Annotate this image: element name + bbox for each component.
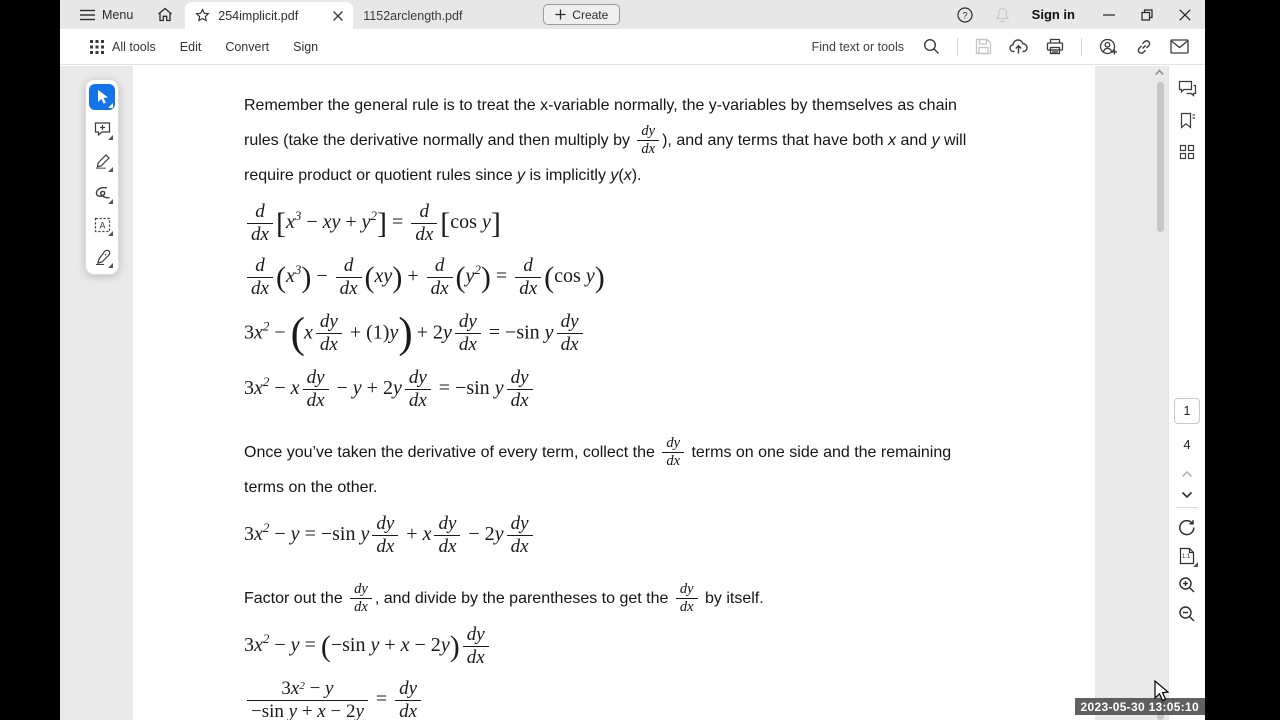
search-icon[interactable] — [923, 38, 940, 55]
zoom-in-icon[interactable] — [1178, 576, 1196, 594]
equation-line: $3x^2 - (x$ $\frac{dy}{dx}$ + (1)y) + 2y $\frac{dy}{dx}$ = −sin y $\frac{dy}{dx}$ — [244, 310, 971, 357]
fraction: $\frac{d}{dx}$ — [247, 256, 273, 299]
tab-label: 254implicit.pdf — [218, 8, 299, 23]
save-icon — [975, 38, 992, 55]
mouse-cursor — [1150, 679, 1170, 703]
all-tools-label: All tools — [112, 39, 156, 54]
submenu-arrow — [108, 135, 113, 140]
print-icon[interactable] — [1046, 38, 1064, 55]
toolbar — [60, 29, 1205, 65]
minimize-button[interactable] — [1103, 9, 1115, 21]
document-area — [60, 66, 1205, 720]
fraction: $\frac{dy}{dx}$ — [637, 124, 659, 157]
fraction: $\frac{dy}{dx}$ — [434, 514, 460, 557]
svg-text:?: ? — [962, 9, 968, 21]
quick-tools-panel — [85, 79, 119, 275]
fraction: $\frac{dy}{dx}$ — [350, 582, 372, 615]
fraction: $\frac{dy}{dx}$ — [303, 368, 329, 411]
page-number-input[interactable]: 1 — [1174, 398, 1200, 424]
plus-icon — [555, 9, 566, 20]
paragraph: Remember the general rule is to treat the x-variable normally, the y-variables by themselves as chain rules (take the derivative normally and then multiply by $\frac{dy}{dx}$ ), and any terms that have both x and y will require product or quotient rules since y is implicitly y(x). — [244, 97, 967, 184]
fraction: $\frac{d}{dx}$ — [411, 202, 437, 245]
tab-254implicit[interactable] — [185, 2, 353, 29]
draw-tool[interactable] — [89, 180, 115, 206]
menu-label: Menu — [102, 7, 134, 22]
page-total: 4 — [1183, 437, 1191, 452]
fraction: $\frac{dy}{dx}$ — [463, 625, 489, 668]
menu-icon — [80, 9, 95, 21]
tab-label: 1152arclength.pdf — [363, 8, 463, 23]
right-panel — [1168, 66, 1205, 720]
fraction: $\frac{dy}{dx}$ — [372, 514, 398, 557]
add-comment-tool[interactable] — [89, 116, 115, 142]
page-up-icon — [1181, 470, 1193, 478]
star-icon[interactable] — [195, 8, 210, 23]
equation-line: $3x^2 - y = (-\sin$ y + x − 2y) $\frac{dy}{dx}$ — [244, 625, 971, 668]
equation-line: $\frac{d}{dx}$ [$x^3$ − xy + $y^2$] = $\frac{d}{dx}$ [cos y] — [244, 202, 971, 245]
fraction: $\frac{dy}{dx}$ — [676, 582, 698, 615]
equation-line: $3x^2 - y = -\sin$ y $\frac{dy}{dx}$ + x $\frac{dy}{dx}$ − 2y $\frac{dy}{dx}$ — [244, 514, 971, 557]
submenu-arrow — [108, 263, 113, 268]
menu-button[interactable] — [68, 0, 145, 29]
help-icon[interactable] — [957, 7, 973, 23]
bookmarks-icon[interactable] — [1179, 112, 1196, 129]
scrollbar-thumb[interactable] — [1157, 82, 1164, 232]
add-people-icon[interactable] — [1099, 38, 1118, 56]
submenu-arrow — [108, 167, 113, 172]
select-tool[interactable] — [89, 84, 115, 110]
pdf-page[interactable] — [133, 66, 1095, 720]
fraction: $\frac{dy}{dx}$ — [395, 679, 421, 720]
equation-line: $\frac{d}{dx}$ $(x^3)$ − $\frac{d}{dx}$ (xy) + $\frac{d}{dx}$ $(y^2)$ = $\frac{d}{dx}$ (cos y) — [244, 256, 971, 299]
fraction: $\frac{dy}{dx}$ — [405, 368, 431, 411]
rotate-icon[interactable] — [1178, 518, 1196, 536]
submenu-arrow — [108, 103, 113, 108]
all-tools-icon — [90, 40, 104, 54]
sign-menu[interactable]: Sign — [293, 39, 319, 54]
fraction: $\frac{d}{dx}$ — [427, 256, 453, 299]
home-button[interactable] — [145, 0, 185, 29]
edit-menu[interactable]: Edit — [179, 39, 202, 54]
all-tools-button[interactable] — [90, 40, 156, 54]
home-icon — [157, 7, 173, 22]
find-button-label[interactable]: Find text or tools — [811, 39, 904, 54]
acrobat-window — [60, 0, 1205, 720]
create-button[interactable] — [543, 4, 620, 25]
fill-sign-tool[interactable] — [89, 244, 115, 270]
link-icon[interactable] — [1135, 38, 1153, 56]
convert-menu[interactable]: Convert — [225, 39, 270, 54]
select-text-tool[interactable] — [89, 212, 115, 238]
notifications-icon[interactable] — [995, 7, 1010, 23]
email-icon[interactable] — [1170, 39, 1189, 54]
tab-bar — [60, 0, 1205, 29]
scroll-up-icon[interactable] — [1155, 69, 1164, 76]
paragraph: Once you’ve taken the derivative of every term, collect the $\frac{dy}{dx}$ terms on one side and the remaining terms on the other. — [244, 434, 952, 496]
tab-1152arclength[interactable] — [353, 2, 481, 29]
fraction: $\frac{dy}{dx}$ — [662, 436, 684, 469]
fit-page-icon[interactable] — [1179, 547, 1195, 565]
page-down-icon[interactable] — [1181, 491, 1193, 499]
svg-text:A: A — [98, 220, 106, 231]
fraction: $\frac{dy}{dx}$ — [557, 312, 583, 355]
fraction: $\frac{dy}{dx}$ — [455, 312, 481, 355]
close-tab-icon[interactable] — [333, 11, 343, 21]
thumbnails-icon[interactable] — [1179, 144, 1195, 160]
submenu-arrow — [108, 231, 113, 236]
fraction: $\frac{d}{dx}$ — [247, 202, 273, 245]
sign-in-button[interactable]: Sign in — [1031, 7, 1075, 22]
equation-line: $3x^2 - x$ $\frac{dy}{dx}$ − y + 2y $\frac{dy}{dx}$ = −sin y $\frac{dy}{dx}$ — [244, 368, 971, 411]
recording-timestamp: 2023-05-30 13:05:10 — [1075, 698, 1205, 715]
paragraph: Factor out the $\frac{dy}{dx}$ , and divide by the parentheses to get the $\frac{dy}{dx}$ by itself. — [244, 580, 764, 616]
fraction: $\frac{3x^2 - y}{\text{−sin y + x − 2y}}$ — [247, 679, 368, 720]
submenu-arrow — [1193, 562, 1198, 567]
equation-line: $\frac{3x^2 - y}{\text{−sin y + x − 2y}}$ = $\frac{dy}{dx}$ — [244, 679, 971, 720]
submenu-arrow — [108, 199, 113, 204]
restore-button[interactable] — [1141, 9, 1153, 21]
fraction: $\frac{d}{dx}$ — [336, 256, 362, 299]
share-icon[interactable] — [1009, 38, 1029, 55]
fraction: $\frac{dy}{dx}$ — [316, 312, 342, 355]
fit-icon-label: 1:1 — [1182, 554, 1191, 560]
highlight-tool[interactable] — [89, 148, 115, 174]
comments-panel-icon[interactable] — [1178, 80, 1197, 97]
create-label: Create — [572, 7, 609, 22]
zoom-out-icon[interactable] — [1178, 605, 1196, 623]
fraction: $\frac{d}{dx}$ — [515, 256, 541, 299]
fraction: $\frac{dy}{dx}$ — [507, 368, 533, 411]
close-window-button[interactable] — [1179, 9, 1191, 21]
fraction: $\frac{dy}{dx}$ — [507, 514, 533, 557]
